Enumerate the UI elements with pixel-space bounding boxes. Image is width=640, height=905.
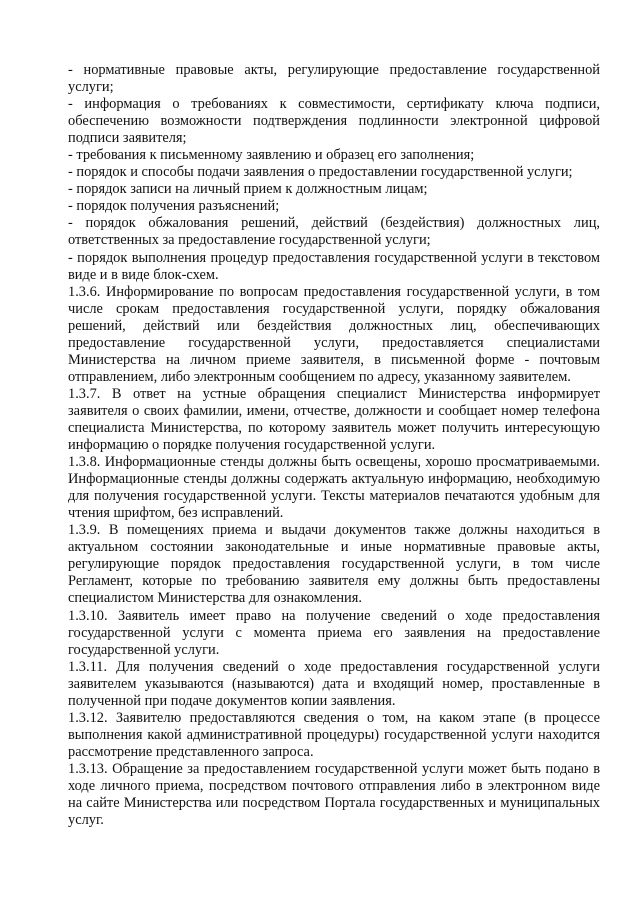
list-item-application-requirements: - требования к письменному заявлению и образец его заполнения; bbox=[68, 147, 475, 164]
list-item-submission-methods: - порядок и способы подачи заявления о предоставлении государственной услуги; bbox=[68, 164, 573, 181]
paragraph-1-3-10: 1.3.10. Заявитель имеет право на получение сведений о ходе предоставления государственной услуги с момента приема его заявления на предоставление государственной услуги. bbox=[68, 607, 600, 658]
document-page bbox=[68, 62, 600, 829]
list-item-clarifications: - порядок получения разъяснений; bbox=[68, 198, 280, 215]
paragraph-1-3-8: 1.3.8. Информационные стенды должны быть освещены, хорошо просматриваемыми. Информационные стенды должны содержать актуальную информацию, необходимую для получения государственной услуги. Тексты материалов печатаются удобным для чтения шрифтом, без исправлений. bbox=[68, 454, 600, 522]
paragraph-1-3-12: 1.3.12. Заявителю предоставляются сведения о том, на каком этапе (в процессе выполнения какой административной процедуры) государственной услуги находится рассмотрение представленного запроса. bbox=[68, 709, 600, 760]
list-item-legal-acts: - нормативные правовые акты, регулирующие предоставление государственной услуги; bbox=[68, 62, 600, 96]
paragraph-1-3-6: 1.3.6. Информирование по вопросам предоставления государственной услуги, в том числе срокам предоставления государственной услуги, порядку обжалования решений, действий или бездействия должностных лиц, обеспечивающих предоставление государственной услуги, предоставляется специалистами Министерства на личном приеме заявителя, в письменной форме - почтовым отправлением, либо электронным сообщением по адресу, указанному заявителем. bbox=[68, 283, 600, 385]
list-item-appointment-order: - порядок записи на личный прием к должностным лицам; bbox=[68, 181, 428, 198]
paragraph-1-3-13: 1.3.13. Обращение за предоставлением государственной услуги может быть подано в ходе личного приема, посредством почтового отправления либо в электронном виде на сайте Министерства или посредством Портала государственных и муниципальных услуг. bbox=[68, 760, 600, 829]
paragraph-1-3-7: 1.3.7. В ответ на устные обращения специалист Министерства информирует заявителя о своих фамилии, имени, отчестве, должности и сообщает номер телефона специалиста Министерства, по которому заявитель может получить интересующую информацию о порядке получения государственной услуги. bbox=[68, 385, 600, 454]
paragraph-1-3-11: 1.3.11. Для получения сведений о ходе предоставления государственной услуги заявителем указываются (называются) дата и входящий номер, проставленные в полученной при подаче документов копии заявления. bbox=[68, 658, 600, 709]
list-item-appeal-order: - порядок обжалования решений, действий (бездействия) должностных лиц, ответственных за предоставление государственной услуги; bbox=[68, 215, 600, 249]
list-item-signature-requirements: - информация о требованиях к совместимости, сертификату ключа подписи, обеспечению возможности подтверждения подлинности электронной цифровой подписи заявителя; bbox=[68, 96, 600, 147]
list-item-procedures-flowcharts: - порядок выполнения процедур предоставления государственной услуги в текстовом виде и в виде блок-схем. bbox=[68, 249, 600, 283]
paragraph-1-3-9: 1.3.9. В помещениях приема и выдачи документов также должны находиться в актуальном состоянии законодательные и иные нормативные правовые акты, регулирующие порядок предоставления государственной услуги, в том числе Регламент, которые по требованию заявителя ему должны быть предоставлены специалистом Министерства для ознакомления. bbox=[68, 522, 600, 607]
